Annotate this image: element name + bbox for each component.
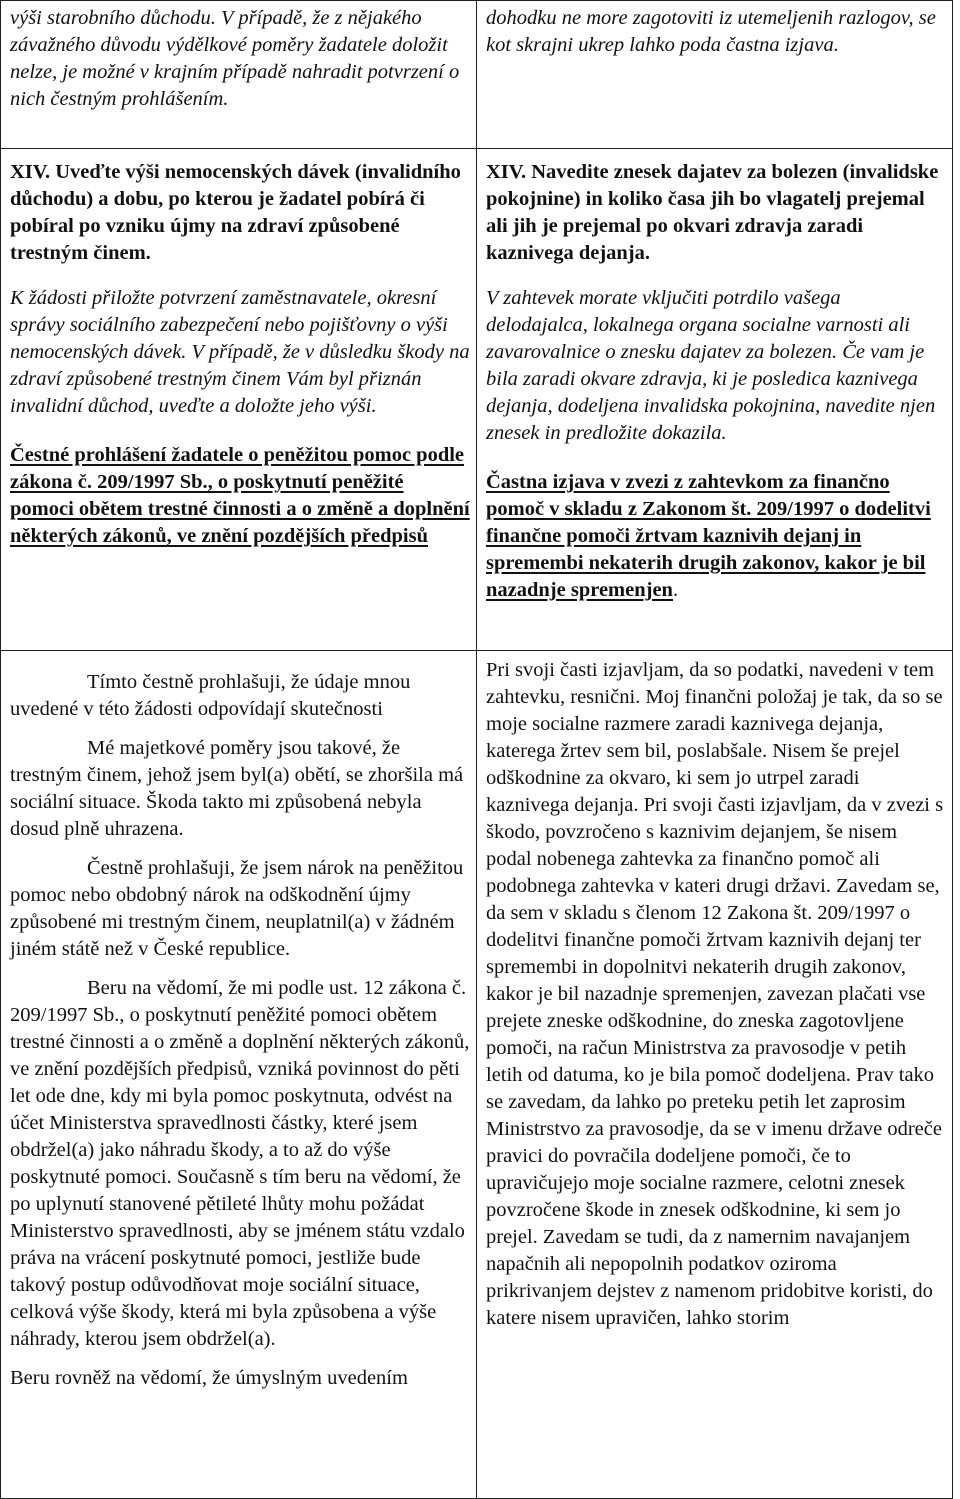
czech-cell (1, 1, 477, 149)
slovenian-cell (477, 651, 953, 1499)
paragraph: výši starobního důchodu. V případě, že z nějakého závažného důvodu výdělkové poměry žadatele doložit nelze, je možné v krajním případě nahradit potvrzení o nich čestným prohlášením. (10, 7, 460, 110)
czech-cell (1, 149, 477, 651)
instruction-note: K žádosti přiložte potvrzení zaměstnavatele, okresní správy sociálního zabezpečení nebo pojišťovny o výši nemocenských dávek. V případě, že v důsledku škody na zdraví způsobené trestným činem Vám byl přiznán invalidní důchod, uveďte a doložte jeho výši. (10, 287, 470, 417)
slovenian-cell (477, 1, 953, 149)
declaration-paragraph: Pri svoji časti izjavljam, da so podatki, navedeni v tem zahtevku, resnični. Moj finančni položaj je tak, da so se moje socialne razmere zaradi kaznivega dejanja, katerega žrtev sem bil, poslabšale. Nisem še prejel odškodnine za okvaro, ki sem jo utrpel zaradi kaznivega dejanja. Pri svoji časti izjavljam, da v zvezi s škodo, povzročeno s kaznivim dejanjem, še nisem podal nobenega zahtevka za finančno pomoč ali podobnega zahtevka v kateri drugi državi. Zavedam se, da sem v skladu s členom 12 Zakona št. 209/1997 o dodelitvi finančne pomoči žrtvam kaznivih dejanj ter spremembi in dopolnitvi nekaterih drugih zakonov, kakor je bil nazadnje spremenjen, zavezan plačati vse prejete zneske odškodnine, do zneska zagotovljene pomoči, na račun Ministrstva za pravosodje v petih letih od datuma, ko je bila pomoč dodeljena. Prav tako se zavedam, da lahko po preteku petih let zaprosim Ministrstvo za pravosodje, da se v imenu države odreče pravici do povračila dodeljene pomoči, če to upravičujejo moje socialne razmere, celotni znesek povzročene škode in znesek odškodnine, ki sem jo prejel. Zavedam se tudi, da z namernim navajanjem napačnih ali nepopolnih podatkov oziroma prikrivanjem dejstev z namenom pridobitve koristi, do katere nisem upravičen, lahko storim (486, 659, 944, 1329)
table-row (1, 1, 953, 149)
declaration-title: Čestné prohlášení žadatele o peněžitou pomoc podle zákona č. 209/1997 Sb., o poskytnutí peněžité pomoci obětem trestné činnosti a o změně a doplnění některých zákonů, ve znění pozdějších předpisů (10, 444, 470, 547)
declaration-paragraph: Čestně prohlašuji, že jsem nárok na peněžitou pomoc nebo obdobný nárok na odškodnění újmy způsobené mi trestným činem, neuplatnil(a) v žádném jiném státě než v České republice. (10, 857, 464, 960)
declaration-title: Častna izjava v zvezi z zahtevkom za finančno pomoč v skladu z Zakonom št. 209/1997 o dodelitvi finančne pomoči žrtvam kaznivih dejanj in spremembi nekaterih drugih zakonov, kakor je bil nazadnje spremenjen (486, 471, 931, 601)
section-heading: XIV. Navedite znesek dajatev za bolezen (invalidske pokojnine) in koliko časa jih bo vlagatelj prejemal ali jih je prejemal po okvari zdravja zaradi kaznivega dejanja. (486, 161, 939, 264)
table-row (1, 149, 953, 651)
declaration-paragraph: Beru na vědomí, že mi podle ust. 12 zákona č. 209/1997 Sb., o poskytnutí peněžité pomoci obětem trestné činnosti a o změně a doplnění některých zákonů, ve znění pozdějších předpisů, vzniká povinnost do pěti let ode dne, kdy mi byla pomoc poskytnuta, odvést na účet Ministerstva spravedlnosti částky, které jsem obdržel(a) jako náhradu škody, a to až do výše poskytnuté pomoci. Současně s tím beru na vědomí, že po uplynutí stanovené pětileté lhůty mohu požádat Ministerstvo spravedlnosti, aby se jménem státu vzdalo práva na vrácení poskytnuté pomoci, jestliže bude takový postup odůvodňovat moje sociální situace, celková výše škody, která mi byla způsobena a výše náhrady, kterou jsem obdržel(a). (10, 977, 470, 1350)
table-row (1, 651, 953, 1499)
declaration-paragraph: Tímto čestně prohlašuji, že údaje mnou uvedené v této žádosti odpovídají skutečnosti (10, 671, 411, 720)
czech-cell (1, 651, 477, 1499)
paragraph: dohodku ne more zagotoviti iz utemeljenih razlogov, se kot skrajni ukrep lahko poda častna izjava. (486, 7, 936, 56)
declaration-paragraph: Beru rovněž na vědomí, že úmyslným uvedením (10, 1367, 408, 1389)
declaration-title-wrapper (486, 469, 944, 604)
declaration-paragraph: Mé majetkové poměry jsou takové, že trestným činem, jehož jsem byl(a) obětí, se zhoršila má sociální situace. Škoda takto mi způsobená nebyla dosud plně uhrazena. (10, 737, 464, 840)
instruction-note: V zahtevek morate vključiti potrdilo vašega delodajalca, lokalnega organa socialne varnosti ali zavarovalnice o znesku dajatev za bolezen. Če vam je bila zaradi okvare zdravja, ki je posledica kaznivega dejanja, dodeljena invalidska pokojnina, navedite njen znesek in predložite dokazila. (486, 287, 936, 444)
section-heading: XIV. Uveďte výši nemocenských dávek (invalidního důchodu) a dobu, po kterou je žadatel pobírá či pobíral po vzniku újmy na zdraví způsobené trestným činem. (10, 161, 461, 264)
declaration-title-end: . (672, 579, 679, 601)
slovenian-cell (477, 149, 953, 651)
